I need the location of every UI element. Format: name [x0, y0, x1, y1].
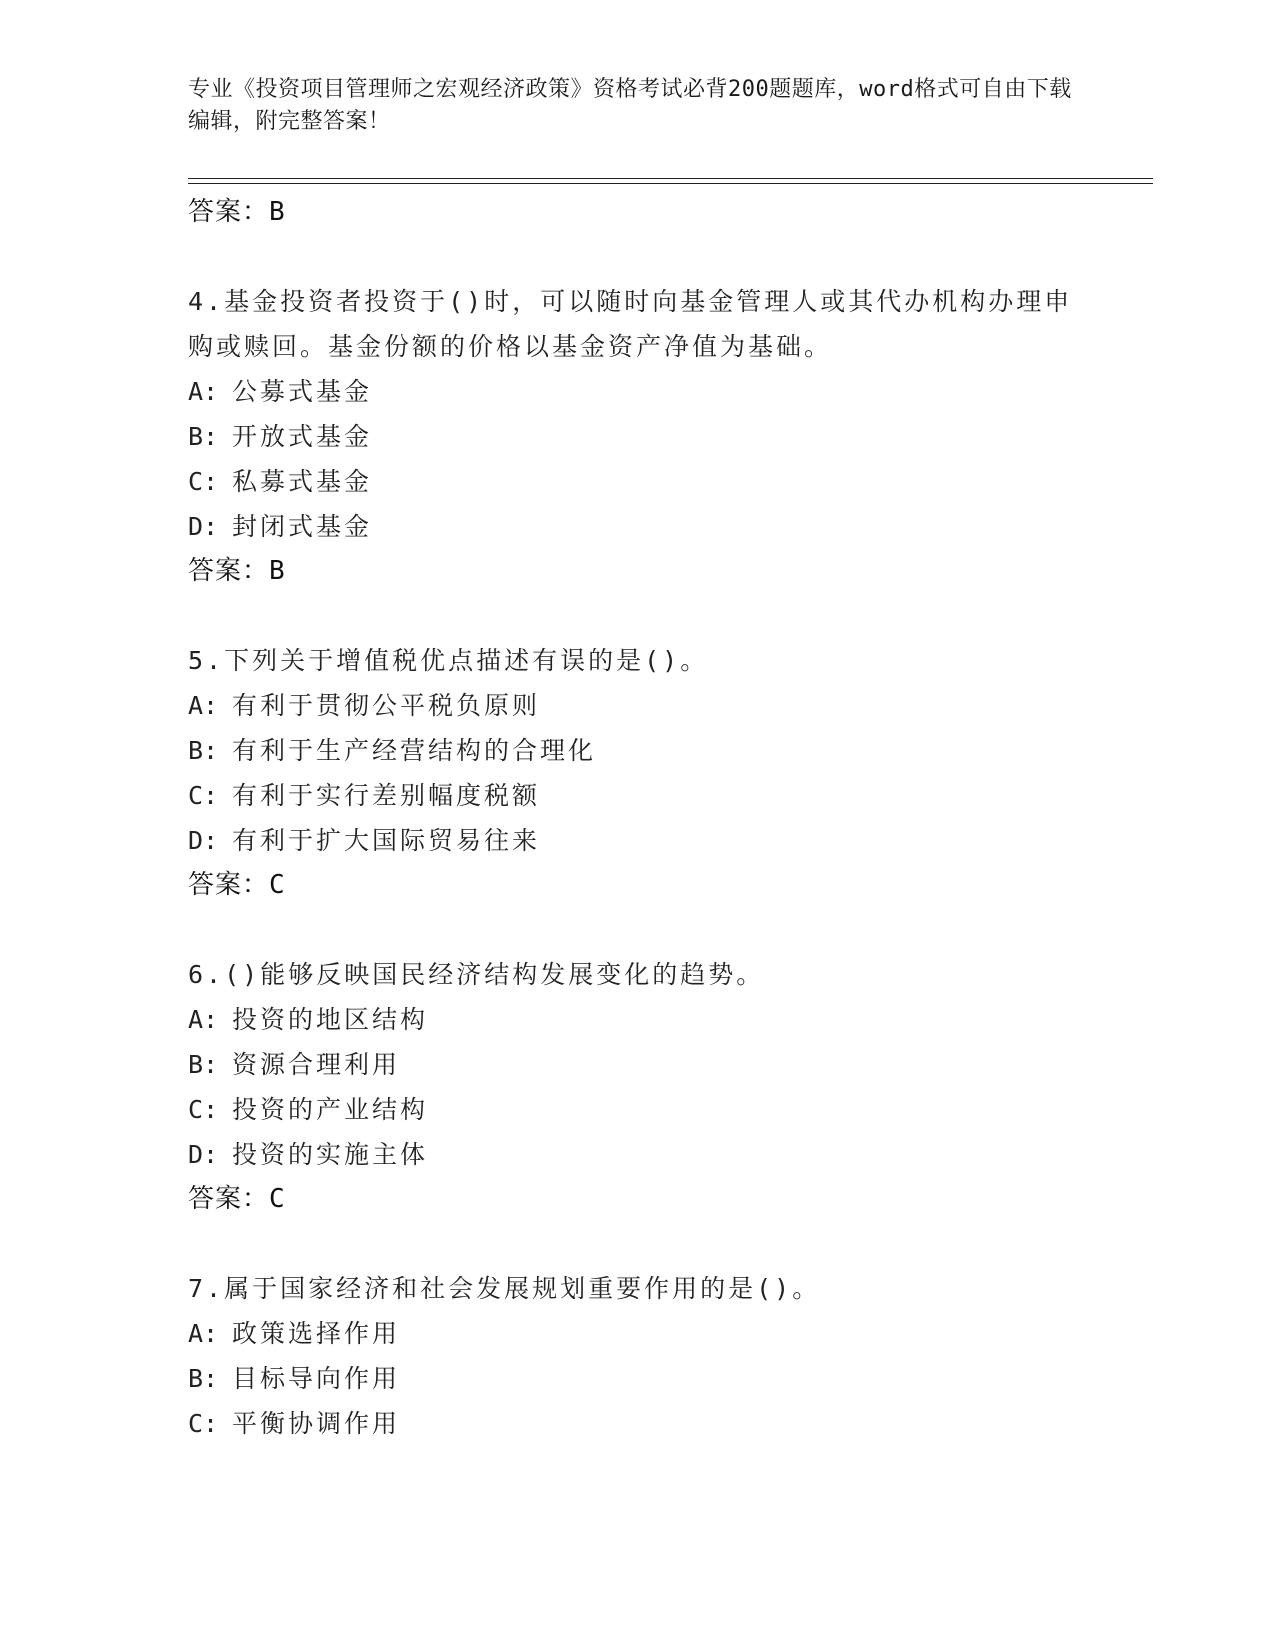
- option-a: [188, 1311, 1088, 1356]
- option-letter: B:: [188, 1364, 219, 1393]
- option-letter: B:: [188, 1050, 219, 1079]
- option-text: 私募式基金: [232, 467, 373, 496]
- question-5: [188, 638, 1088, 908]
- question-stem: 5.下列关于增值税优点描述有误的是()。: [188, 646, 709, 675]
- option-letter: B:: [188, 736, 219, 765]
- option-text: 平衡协调作用: [232, 1409, 401, 1438]
- question-6: [188, 952, 1088, 1222]
- option-a: [188, 369, 1088, 414]
- option-b: [188, 414, 1088, 459]
- option-b: [188, 1042, 1088, 1087]
- question-stem: 4.基金投资者投资于()时，可以随时向基金管理人或其代办机构办理申购或赎回。基金份额的价格以基金资产净值为基础。: [188, 287, 1073, 361]
- option-c: [188, 1401, 1088, 1446]
- answer-line: 答案：C: [188, 1184, 286, 1214]
- option-a: [188, 997, 1088, 1042]
- header-rule-top: [188, 178, 1153, 179]
- option-text: 资源合理利用: [232, 1050, 401, 1079]
- question-7: [188, 1266, 1088, 1446]
- option-letter: A:: [188, 377, 219, 406]
- question-stem: 7.属于国家经济和社会发展规划重要作用的是()。: [188, 1274, 821, 1303]
- option-b: [188, 1356, 1088, 1401]
- option-text: 政策选择作用: [232, 1319, 401, 1348]
- option-c: [188, 1087, 1088, 1132]
- header-rule-bottom: [188, 183, 1153, 184]
- option-text: 封闭式基金: [232, 512, 373, 541]
- option-letter: A:: [188, 1005, 219, 1034]
- option-text: 有利于生产经营结构的合理化: [232, 736, 597, 765]
- option-letter: C:: [188, 467, 219, 496]
- option-letter: C:: [188, 1095, 219, 1124]
- option-text: 投资的地区结构: [232, 1005, 429, 1034]
- option-letter: C:: [188, 781, 219, 810]
- option-c: [188, 773, 1088, 818]
- option-text: 公募式基金: [232, 377, 373, 406]
- answer-line: 答案：C: [188, 870, 286, 900]
- option-d: [188, 1132, 1088, 1177]
- option-c: [188, 459, 1088, 504]
- option-d: [188, 818, 1088, 863]
- question-stem: 6.()能够反映国民经济结构发展变化的趋势。: [188, 960, 765, 989]
- option-text: 目标导向作用: [232, 1364, 401, 1393]
- option-text: 有利于扩大国际贸易往来: [232, 826, 541, 855]
- option-text: 有利于实行差别幅度税额: [232, 781, 541, 810]
- option-letter: D:: [188, 826, 219, 855]
- option-letter: D:: [188, 512, 219, 541]
- option-a: [188, 683, 1088, 728]
- option-text: 有利于贯彻公平税负原则: [232, 691, 541, 720]
- option-letter: D:: [188, 1140, 219, 1169]
- option-b: [188, 728, 1088, 773]
- answer-line: 答案：B: [188, 197, 286, 227]
- option-text: 开放式基金: [232, 422, 373, 451]
- option-letter: C:: [188, 1409, 219, 1438]
- question-4: [188, 279, 1088, 594]
- question-list: [188, 190, 1088, 1446]
- option-text: 投资的产业结构: [232, 1095, 429, 1124]
- option-letter: A:: [188, 691, 219, 720]
- option-letter: A:: [188, 1319, 219, 1348]
- option-text: 投资的实施主体: [232, 1140, 429, 1169]
- document-header: 专业《投资项目管理师之宏观经济政策》资格考试必背200题题库，word格式可自由下载编辑，附完整答案！: [188, 77, 1072, 134]
- option-letter: B:: [188, 422, 219, 451]
- answer-line: 答案：B: [188, 556, 286, 586]
- option-d: [188, 504, 1088, 549]
